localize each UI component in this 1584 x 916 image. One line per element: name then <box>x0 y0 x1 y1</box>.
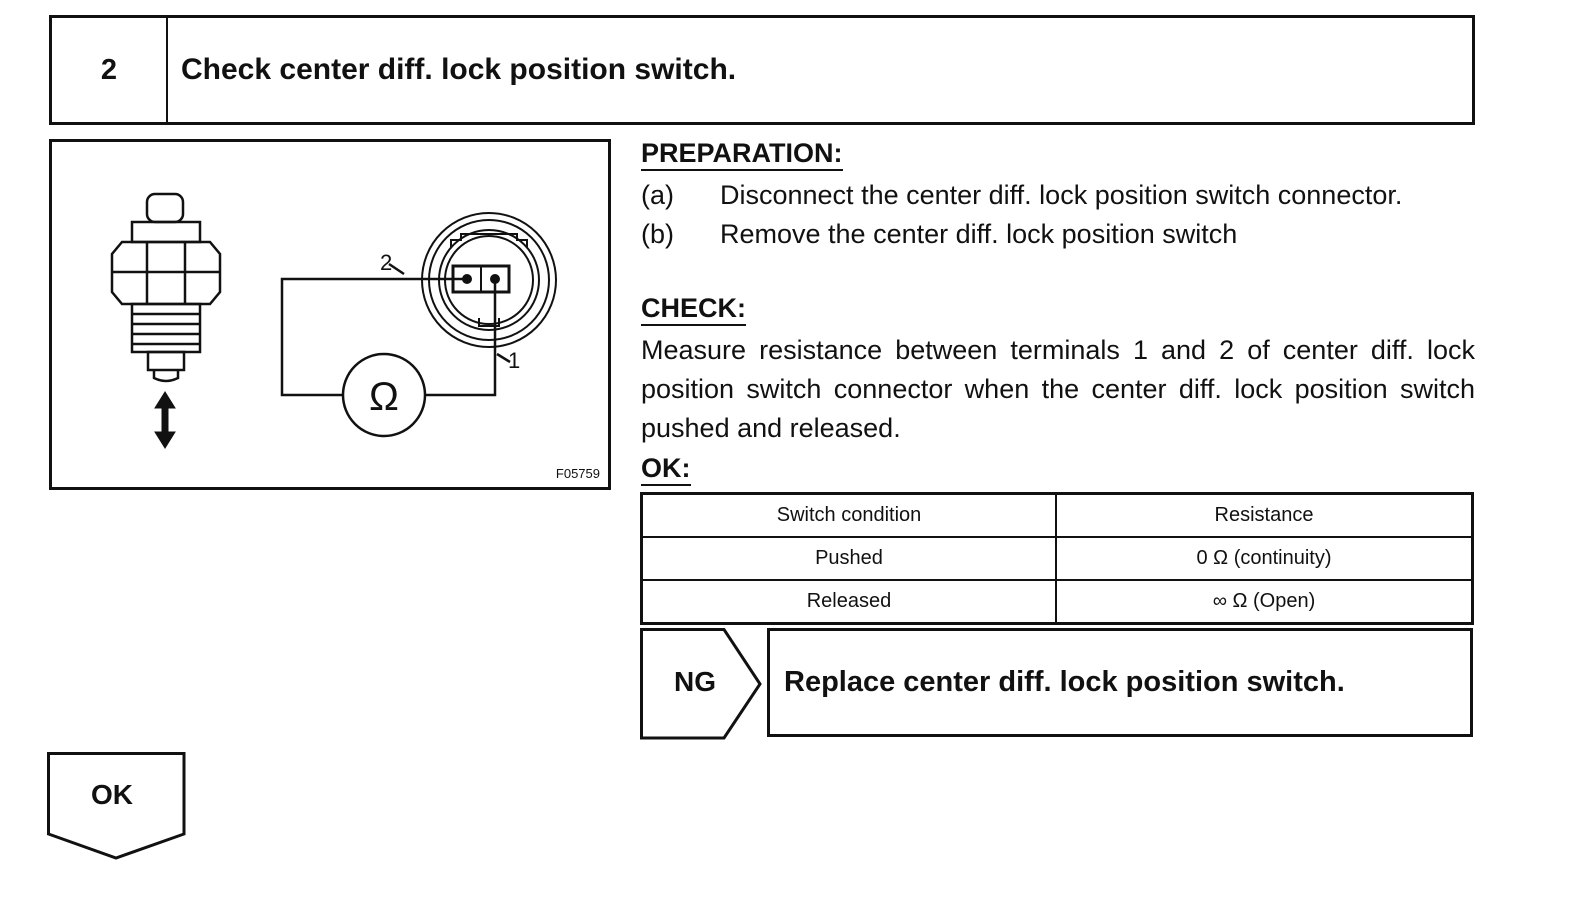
preparation-steps <box>641 176 1501 254</box>
list-item <box>641 215 1501 254</box>
column-header: Resistance <box>1056 494 1473 538</box>
check-section <box>641 293 1475 326</box>
ok-heading: OK: <box>641 453 691 486</box>
ok-label: OK <box>91 779 133 810</box>
step-header <box>49 15 1475 125</box>
step-text: Disconnect the center diff. lock position switch connector. <box>720 180 1403 210</box>
step-number: 2 <box>52 18 168 122</box>
ng-action: Replace center diff. lock position switch. <box>767 628 1473 737</box>
table-row <box>642 580 1473 624</box>
resistance-spec-table <box>640 492 1474 625</box>
step-label: (a) <box>641 180 674 210</box>
table-cell: Pushed <box>642 537 1057 580</box>
step-title: Check center diff. lock position switch. <box>181 53 737 86</box>
step-text: Remove the center diff. lock position switch <box>720 219 1238 249</box>
terminal-1-label: 1 <box>508 348 521 373</box>
ng-branch <box>640 628 765 745</box>
preparation-section <box>641 138 1475 171</box>
list-item <box>641 176 1501 215</box>
figure-code: F05759 <box>555 466 600 481</box>
ok-branch <box>47 752 189 867</box>
step-label: (b) <box>641 219 674 249</box>
wiring-diagram <box>52 142 614 493</box>
table-cell: Released <box>642 580 1057 624</box>
table-cell: ∞ Ω (Open) <box>1056 580 1473 624</box>
ng-label: NG <box>674 666 716 697</box>
switch-illustration <box>49 139 611 490</box>
terminal-2-label: 2 <box>380 250 393 275</box>
ohmmeter-symbol: Ω <box>369 375 399 419</box>
table-header-row <box>642 494 1473 538</box>
table-cell: 0 Ω (continuity) <box>1056 537 1473 580</box>
check-heading: CHECK: <box>641 293 746 326</box>
switch-icon <box>112 194 220 381</box>
column-header: Switch condition <box>642 494 1057 538</box>
double-arrow-icon <box>155 392 175 448</box>
preparation-heading: PREPARATION: <box>641 138 843 171</box>
table-row <box>642 537 1473 580</box>
check-text: Measure resistance between terminals 1 and 2 of center diff. lock position switch connector when the center diff. lock position switch pushed and released. <box>641 335 1475 443</box>
ohmmeter-icon <box>343 354 425 436</box>
ok-section <box>641 453 1475 486</box>
